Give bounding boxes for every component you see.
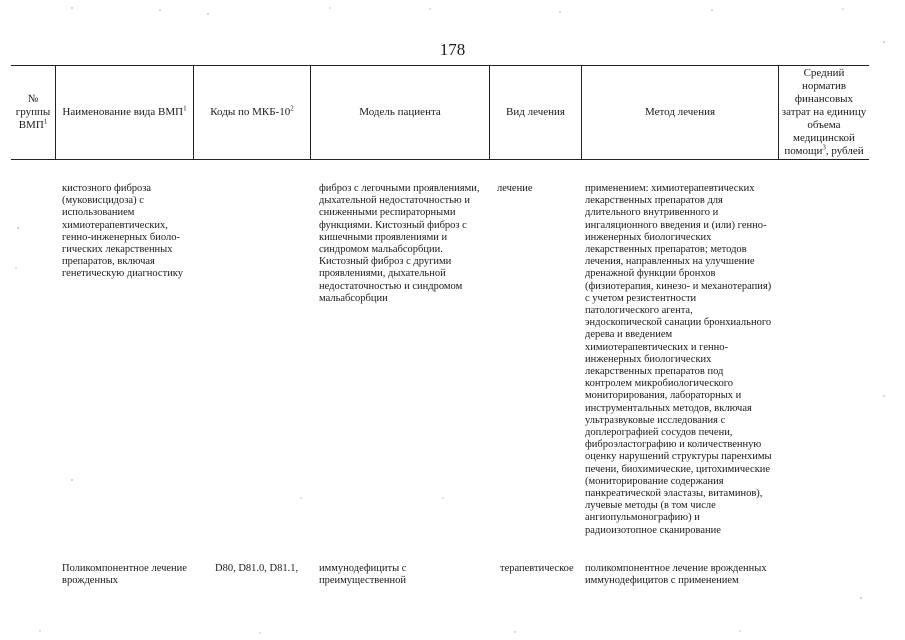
footnote-marker: 1 <box>43 116 48 125</box>
header-group-number-line: № <box>27 92 39 105</box>
row-patient-model: иммунодефициты с преимущественной <box>319 563 407 587</box>
header-average-cost-line: финансовых <box>794 92 854 105</box>
row-icd-codes: D80, D81.0, D81.1, <box>215 563 299 574</box>
row-treatment-type: лечение <box>497 183 533 194</box>
page-number: 178 <box>439 40 466 59</box>
header-average-cost-line: медицинской <box>793 131 855 144</box>
footnote-marker: 3 <box>822 142 826 151</box>
row-patient-model: фиброз с легочными проявлениями, дыхательной недостаточностью и сниженными респираторными функциями. Кистозный фиброз с кишечными проявлениями и синдромом мальабсорбции. Кистозный фиброз с другими проявлениями, дыхательной недостаточностью и синдромом мальабсорбции <box>319 183 480 304</box>
row-vmp-name: кистозного фиброза (муковисцидоза) с использованием химиотерапевтических, генно-инженерных биоло- гических лекарственных препаратов, включая генетическую диагностику <box>62 183 183 280</box>
header-group-number-line: группы <box>15 105 51 118</box>
header-average-cost-line: объема <box>807 118 841 131</box>
header-vmp-name-text: Наименование вида ВМП <box>62 105 184 118</box>
header-group-number-line: ВМП <box>18 118 44 131</box>
row-treatment-method: применением: химиотерапевтических лекарственных препаратов для длительного внутривенного и ингаляционного введения и (или) генно- инженерных биологических лекарственных препаратов; методов лечения, направленных на улучшение дренажной функции бронхов (физиотерапия, кинезо- и механотерапия) с учетом резистентности патологического агента, эндоскопической санации бронхиального дерева и введением химиотерапевтических и генно- инженерных биологических лекарственных препаратов под контролем микробиологического мониторирования, лабораторных и инструментальных методов, включая ультразвуковые исследования с доплерографией сосудов печени, фиброэластографию и количественную оценку нарушений структуры паренхимы печени, биохимические, цитохимические (мониторирование содержания панкреатической эластазы, витаминов), лучевые методы (в том числе ангиопульмонографию) и радиоизотопное сканирование <box>585 183 772 536</box>
row-treatment-method: поликомпонентное лечение врожденных иммунодефицитов с применением <box>585 563 767 587</box>
header-average-cost-line: норматив <box>801 79 847 92</box>
row-vmp-name: Поликомпонентное лечение врожденных <box>62 563 187 587</box>
header-average-cost-line: помощи <box>784 144 823 157</box>
footnote-marker: 2 <box>290 103 294 112</box>
header-patient-model-text: Модель пациента <box>359 105 441 118</box>
header-average-cost-line: затрат на единицу <box>781 105 867 118</box>
row-treatment-type: терапевтическое <box>500 563 574 574</box>
header-treatment-method-text: Метод лечения <box>644 105 716 118</box>
header-icd-codes-text: Коды по МКБ-10 <box>210 105 291 118</box>
footnote-marker: 1 <box>183 103 187 112</box>
header-treatment-type-text: Вид лечения <box>506 105 565 118</box>
header-average-cost-line: , рублей <box>825 144 864 157</box>
header-average-cost-line: Средний <box>803 66 845 79</box>
